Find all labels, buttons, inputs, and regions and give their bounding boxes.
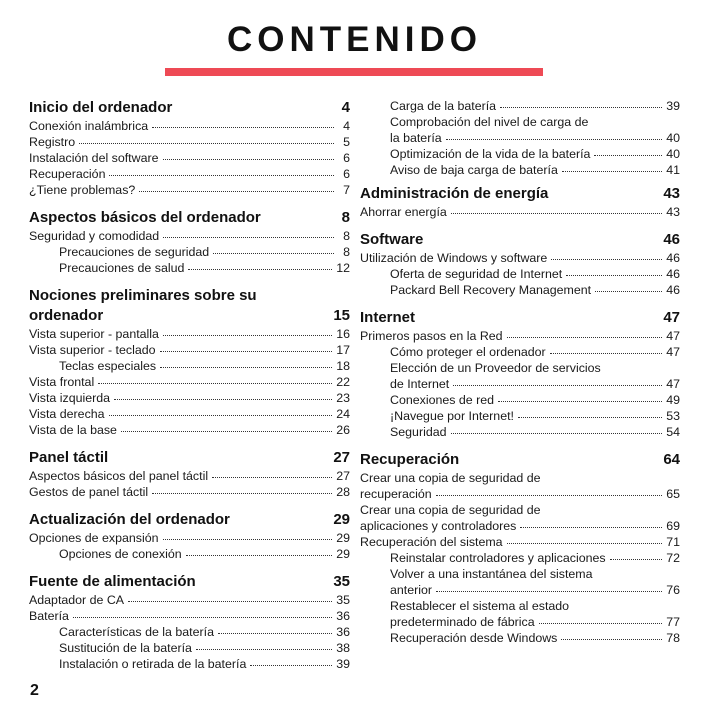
toc-entry[interactable] <box>360 518 680 534</box>
section-page: 47 <box>663 309 680 326</box>
toc-entry[interactable] <box>360 204 680 220</box>
page-title: CONTENIDO <box>227 20 482 59</box>
entry-page: 41 <box>666 163 680 177</box>
dot-leader <box>451 213 662 214</box>
dot-leader <box>594 155 662 156</box>
toc-entry[interactable] <box>29 118 350 134</box>
entry-label: Opciones de conexión <box>59 547 182 561</box>
section-title: Fuente de alimentación <box>29 573 196 590</box>
entry-page: 16 <box>336 327 350 341</box>
dot-leader <box>121 431 332 432</box>
entry-label: Packard Bell Recovery Management <box>390 283 592 297</box>
toc-subentry[interactable] <box>29 358 350 374</box>
dot-leader <box>436 495 663 496</box>
entry-label: Vista superior - pantalla <box>29 327 159 341</box>
entry-label: Recuperación <box>29 167 106 181</box>
dot-leader <box>550 353 663 354</box>
entry-page: 29 <box>336 547 350 561</box>
entry-label: Opciones de expansión <box>29 531 159 545</box>
toc-entry[interactable] <box>29 150 350 166</box>
section-page: 27 <box>333 449 350 466</box>
toc-entry[interactable] <box>29 166 350 182</box>
entry-label: Seguridad y comodidad <box>29 229 160 243</box>
toc-subentry[interactable] <box>360 282 680 298</box>
section-title: Actualización del ordenador <box>29 511 230 528</box>
dot-leader <box>520 527 662 528</box>
entry-label-line: Crear una copia de seguridad de <box>360 471 541 485</box>
entry-page: 28 <box>336 485 350 499</box>
dot-leader <box>163 237 334 238</box>
dot-leader <box>218 633 332 634</box>
toc-section[interactable] <box>29 208 350 228</box>
dot-leader <box>128 601 332 602</box>
entry-label: ¿Tiene problemas? <box>29 183 136 197</box>
dot-leader <box>160 351 333 352</box>
entry-label-line: Comprobación del nivel de carga de <box>390 115 589 129</box>
toc-entry[interactable] <box>29 374 350 390</box>
dot-leader <box>186 555 333 556</box>
entry-page: 23 <box>336 391 350 405</box>
entry-page: 8 <box>343 245 350 259</box>
entry-page: 47 <box>666 345 680 359</box>
entry-label: Ahorrar energía <box>360 205 447 219</box>
entry-page: 46 <box>666 283 680 297</box>
section-title: Internet <box>360 309 416 326</box>
entry-page: 22 <box>336 375 350 389</box>
entry-label: Precauciones de seguridad <box>59 245 210 259</box>
section-title: Inicio del ordenador <box>29 99 173 116</box>
entry-label: Vista frontal <box>29 375 95 389</box>
dot-leader <box>109 175 334 176</box>
entry-page: 40 <box>666 131 680 145</box>
entry-label: Vista derecha <box>29 407 105 421</box>
entry-label-line: Elección de un Proveedor de servicios <box>390 361 601 375</box>
entry-page: 36 <box>336 625 350 639</box>
toc-entry[interactable] <box>29 422 350 438</box>
dot-leader <box>595 291 662 292</box>
dot-leader <box>500 107 662 108</box>
dot-leader <box>152 127 334 128</box>
section-title: Administración de energía <box>360 185 549 202</box>
section-title: ordenador <box>29 307 104 324</box>
entry-page: 72 <box>666 551 680 565</box>
toc-subentry[interactable] <box>360 376 680 392</box>
entry-page: 27 <box>336 469 350 483</box>
entry-label: Conexión inalámbrica <box>29 119 149 133</box>
entry-label: Sustitución de la batería <box>59 641 192 655</box>
entry-label: Gestos de panel táctil <box>29 485 149 499</box>
entry-page: 71 <box>666 535 680 549</box>
entry-label: Precauciones de salud <box>59 261 185 275</box>
dot-leader <box>98 383 332 384</box>
entry-page: 49 <box>666 393 680 407</box>
toc-subentry[interactable] <box>360 424 680 440</box>
entry-label: Características de la batería <box>59 625 214 639</box>
dot-leader <box>213 253 334 254</box>
entry-label: Instalación del software <box>29 151 159 165</box>
toc-subentry[interactable] <box>360 344 680 360</box>
toc-entry[interactable] <box>29 342 350 358</box>
dot-leader <box>451 433 663 434</box>
toc-subentry[interactable] <box>360 408 680 424</box>
entry-label: Optimización de la vida de la batería <box>390 147 591 161</box>
section-page: 46 <box>663 231 680 248</box>
toc-entry[interactable] <box>29 530 350 546</box>
dot-leader <box>250 665 332 666</box>
entry-page: 6 <box>343 151 350 165</box>
toc-subentry[interactable] <box>360 614 680 630</box>
entry-page: 39 <box>666 99 680 113</box>
entry-page: 26 <box>336 423 350 437</box>
toc-subentry[interactable] <box>360 98 680 114</box>
page-number: 2 <box>30 682 39 699</box>
entry-label: anterior <box>390 583 433 597</box>
entry-label: Batería <box>29 609 69 623</box>
entry-label: Recuperación del sistema <box>360 535 503 549</box>
section-page: 4 <box>341 99 350 116</box>
toc-subentry[interactable] <box>29 260 350 276</box>
entry-page: 6 <box>343 167 350 181</box>
toc-entry[interactable] <box>29 228 350 244</box>
toc-entry[interactable] <box>360 486 680 502</box>
dot-leader <box>188 269 332 270</box>
toc-subentry[interactable] <box>360 392 680 408</box>
entry-page: 69 <box>666 519 680 533</box>
toc-entry[interactable] <box>29 326 350 342</box>
entry-label: predeterminado de fábrica <box>390 615 535 629</box>
entry-label: Adaptador de CA <box>29 593 125 607</box>
dot-leader <box>446 139 663 140</box>
toc-entry[interactable] <box>29 608 350 624</box>
entry-label-line: Volver a una instantánea del sistema <box>390 567 593 581</box>
dot-leader <box>163 539 333 540</box>
entry-page: 17 <box>336 343 350 357</box>
toc-subentry[interactable] <box>360 146 680 162</box>
dot-leader <box>551 259 662 260</box>
entry-label-line: Crear una copia de seguridad de <box>360 503 541 517</box>
entry-page: 47 <box>666 329 680 343</box>
toc-subentry[interactable] <box>29 546 350 562</box>
entry-page: 39 <box>336 657 350 671</box>
entry-page: 54 <box>666 425 680 439</box>
toc-section[interactable] <box>29 448 350 468</box>
toc-entry[interactable] <box>29 390 350 406</box>
toc-section[interactable] <box>29 306 350 326</box>
entry-page: 12 <box>336 261 350 275</box>
entry-label: de Internet <box>390 377 450 391</box>
dot-leader <box>73 617 332 618</box>
section-title: Recuperación <box>360 451 460 468</box>
entry-label: Teclas especiales <box>59 359 157 373</box>
dot-leader <box>163 335 332 336</box>
dot-leader <box>163 159 335 160</box>
toc-subentry[interactable] <box>29 656 350 672</box>
entry-page: 24 <box>336 407 350 421</box>
entry-page: 38 <box>336 641 350 655</box>
entry-label: Conexiones de red <box>390 393 495 407</box>
toc-section[interactable] <box>360 308 680 328</box>
dot-leader <box>539 623 663 624</box>
entry-page: 35 <box>336 593 350 607</box>
entry-page: 47 <box>666 377 680 391</box>
toc-subentry[interactable] <box>360 630 680 646</box>
toc-section[interactable] <box>360 184 680 204</box>
toc-left-column <box>29 98 350 672</box>
entry-label: Vista superior - teclado <box>29 343 156 357</box>
toc-entry[interactable] <box>29 592 350 608</box>
entry-page: 36 <box>336 609 350 623</box>
toc-entry[interactable] <box>360 250 680 266</box>
entry-label-line: Restablecer el sistema al estado <box>390 599 570 613</box>
section-page: 8 <box>341 209 350 226</box>
dot-leader <box>561 639 662 640</box>
entry-page: 43 <box>666 205 680 219</box>
section-title: Panel táctil <box>29 449 109 466</box>
section-page: 29 <box>333 511 350 528</box>
entry-label: Registro <box>29 135 76 149</box>
entry-label: Vista de la base <box>29 423 117 437</box>
entry-page: 46 <box>666 251 680 265</box>
dot-leader <box>518 417 662 418</box>
toc-entry[interactable] <box>29 406 350 422</box>
dot-leader <box>436 591 662 592</box>
dot-leader <box>610 559 663 560</box>
section-page: 15 <box>333 307 350 324</box>
dot-leader <box>498 401 662 402</box>
entry-page: 8 <box>343 229 350 243</box>
section-title: Software <box>360 231 424 248</box>
toc-section[interactable] <box>29 510 350 530</box>
dot-leader <box>566 275 662 276</box>
entry-label: recuperación <box>360 487 432 501</box>
entry-label: Reinstalar controladores y aplicaciones <box>390 551 606 565</box>
entry-label: Seguridad <box>390 425 447 439</box>
section-title: Aspectos básicos del ordenador <box>29 209 261 226</box>
entry-label: Cómo proteger el ordenador <box>390 345 546 359</box>
entry-page: 76 <box>666 583 680 597</box>
dot-leader <box>453 385 662 386</box>
entry-page: 53 <box>666 409 680 423</box>
section-page: 64 <box>663 451 680 468</box>
dot-leader <box>212 477 332 478</box>
dot-leader <box>79 143 334 144</box>
entry-page: 65 <box>666 487 680 501</box>
dot-leader <box>507 543 663 544</box>
entry-label: ¡Navegue por Internet! <box>390 409 514 423</box>
toc-subentry[interactable] <box>29 624 350 640</box>
toc-section[interactable] <box>360 230 680 250</box>
entry-label: Vista izquierda <box>29 391 111 405</box>
entry-page: 18 <box>336 359 350 373</box>
section-page: 43 <box>663 185 680 202</box>
toc-subentry[interactable] <box>360 130 680 146</box>
dot-leader <box>109 415 333 416</box>
entry-page: 7 <box>343 183 350 197</box>
toc-subentry[interactable] <box>360 550 680 566</box>
entry-page: 78 <box>666 631 680 645</box>
entry-label: Recuperación desde Windows <box>390 631 558 645</box>
toc-right-column <box>360 98 680 646</box>
toc-section[interactable] <box>29 98 350 118</box>
toc-subentry[interactable] <box>29 640 350 656</box>
toc-subentry[interactable] <box>360 266 680 282</box>
entry-label: Aviso de baja carga de batería <box>390 163 558 177</box>
entry-label: Primeros pasos en la Red <box>360 329 503 343</box>
section-title: Nociones preliminares sobre su <box>29 287 257 304</box>
toc-subentry[interactable] <box>360 162 680 178</box>
entry-page: 40 <box>666 147 680 161</box>
dot-leader <box>507 337 663 338</box>
dot-leader <box>196 649 332 650</box>
title-underline <box>165 68 543 76</box>
entry-label: aplicaciones y controladores <box>360 519 517 533</box>
dot-leader <box>152 493 332 494</box>
entry-page: 46 <box>666 267 680 281</box>
dot-leader <box>114 399 332 400</box>
toc-section[interactable] <box>360 450 680 470</box>
entry-label: Instalación o retirada de la batería <box>59 657 247 671</box>
entry-label: Utilización de Windows y software <box>360 251 548 265</box>
toc-entry[interactable] <box>29 134 350 150</box>
entry-page: 4 <box>343 119 350 133</box>
toc-section-line[interactable] <box>29 286 350 306</box>
entry-label: la batería <box>390 131 442 145</box>
entry-label: Carga de la batería <box>390 99 497 113</box>
entry-page: 29 <box>336 531 350 545</box>
toc-subentry[interactable] <box>29 244 350 260</box>
toc-entry[interactable] <box>360 534 680 550</box>
toc-section[interactable] <box>29 572 350 592</box>
toc-entry[interactable] <box>360 328 680 344</box>
entry-label: Aspectos básicos del panel táctil <box>29 469 209 483</box>
toc-subentry[interactable] <box>360 582 680 598</box>
dot-leader <box>562 171 662 172</box>
toc-entry[interactable] <box>29 468 350 484</box>
toc-entry[interactable] <box>29 182 350 198</box>
section-page: 35 <box>333 573 350 590</box>
toc-entry[interactable] <box>29 484 350 500</box>
dot-leader <box>160 367 332 368</box>
dot-leader <box>139 191 334 192</box>
entry-page: 5 <box>343 135 350 149</box>
entry-label: Oferta de seguridad de Internet <box>390 267 563 281</box>
entry-page: 77 <box>666 615 680 629</box>
